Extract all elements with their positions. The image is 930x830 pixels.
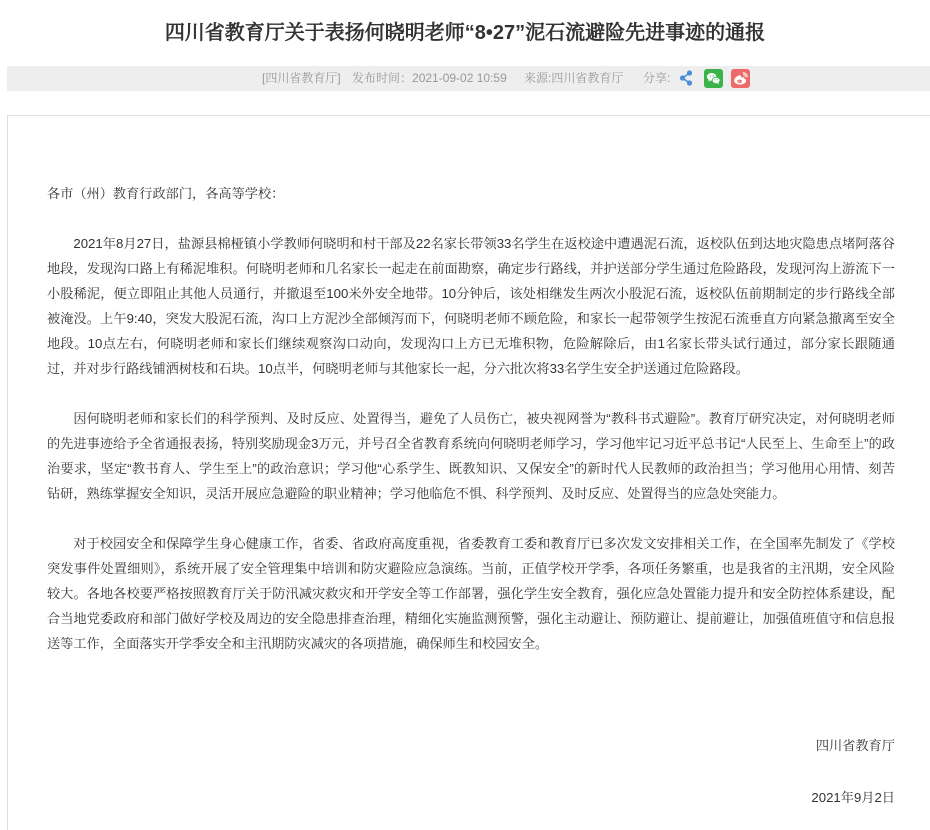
publish-time-label: 发布时间： [352,71,413,85]
publish-time [352,66,507,91]
page-title: 四川省教育厅关于表扬何晓明老师“8•27”泥石流避险先进事迹的通报 [164,22,766,44]
source [524,66,623,91]
issue-date: 2021年9月2日 [811,790,895,805]
salutation: 各市（州）教育行政部门，各高等学校： [47,186,285,201]
share-icon[interactable] [679,70,693,86]
paragraph: 2021年8月27日，盐源县棉桠镇小学教师何晓明和村干部及22名家长带领33名学生在返校途中遭遇泥石流，返校队伍到达地灾隐患点堵阿落谷地段，发现沟口路上有稀泥堆积。何晓明老师和几名家长一起走在前面勘察，确定步行路线，并护送部分学生通过危险路段，发现河沟上游流下一小股稀泥，便立即阻止其他人员通行，并撤退至100米外安全地带。10分钟后，该处相继发生两次小股泥石流，返校队伍前期制定的步行路线全部被淹没。上午9:40，突发大股泥石流，沟口上方泥沙全部倾泻而下，何晓明老师不顾危险，和家长一起带领学生按泥石流垂直方向紧急撤离至安全地段。10点左右，何晓明老师和家长们继续观察沟口动向，发现沟口上方已无堆积物，危险解除后，由1名家长带头试行通过，部分家长跟随通过，并对步行路线铺洒树枝和石块。10点半，何晓明老师与其他家长一起，分六批次将33名学生安全护送通过危险路段。 [47,236,895,376]
meta-bar [7,66,930,91]
share-label: 分享: [643,71,671,85]
source-value: 四川省教育厅 [551,71,624,85]
publish-time-value: 2021-09-02 10:59 [412,71,507,85]
article-body [7,115,930,830]
paragraph: 对于校园安全和保障学生身心健康工作，省委、省政府高度重视，省委教育工委和教育厅已多次发文安排相关工作，在全国率先制发了《学校突发事件处置细则》，系统开展了安全管理集中培训和防灾避险应急演练。当前，正值学校开学季，各项任务繁重，也是我省的主汛期，安全风险较大。各地各校要严格按照教育厅关于防汛减灾救灾和开学安全等工作部署，强化学生安全教育，强化应急处置能力提升和安全防控体系建设，配合当地党委政府和部门做好学校及周边的安全隐患排查治理，精细化实施监测预警，强化主动避让、预防避让、提前避让，加强值班值守和信息报送等工作，全面落实开学季安全和主汛期防灾减灾的各项措施，确保师生和校园安全。 [47,536,895,651]
weibo-icon[interactable] [731,69,750,88]
source-tag: [四川省教育厅] [262,71,341,85]
wechat-icon[interactable] [704,69,723,88]
source-label: 来源: [524,71,552,85]
paragraph: 因何晓明老师和家长们的科学预判、及时反应、处置得当，避免了人员伤亡，被央视网誉为“教科书式避险”。教育厅研究决定，对何晓明老师的先进事迹给予全省通报表扬，特别奖励现金3万元，并号召全省教育系统向何晓明老师学习，学习他牢记习近平总书记“人民至上、生命至上”的政治要求，坚定“教书育人、学生至上”的政治意识；学习他“心系学生、既教知识、又保安全”的新时代人民教师的政治担当；学习他用心用情、刻苦钻研，熟练掌握安全知识，灵活开展应急避险的职业精神；学习他临危不惧、科学预判、及时反应、处置得当的应急处突能力。 [47,411,895,501]
issuer-signature: 四川省教育厅 [815,738,895,753]
